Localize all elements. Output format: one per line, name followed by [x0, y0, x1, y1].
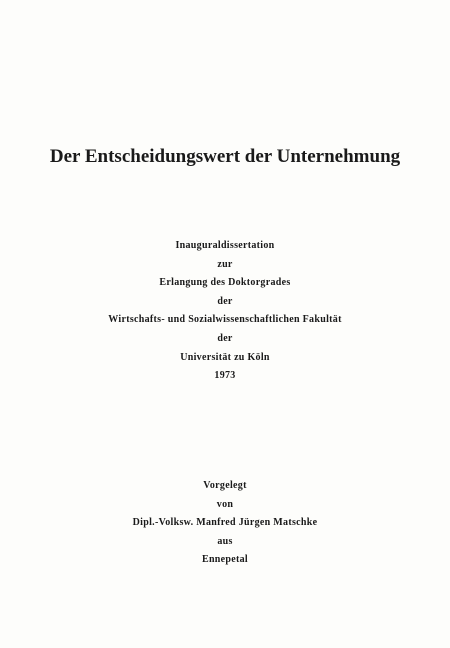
dissertation-line: der [217, 295, 233, 307]
author-line: von [216, 498, 234, 510]
author-hometown: Ennepetal [201, 554, 249, 566]
author-line: aus [217, 535, 233, 547]
dissertation-line: Wirtschafts- und Sozialwissenschaftlichen Fakultät [108, 314, 342, 326]
dissertation-statement [0, 237, 450, 386]
dissertation-line: Universität zu Köln [180, 351, 270, 363]
author-name: Dipl.-Volksw. Manfred Jürgen Matschke [132, 517, 318, 529]
dissertation-line: zur [217, 258, 233, 270]
document-title: Der Entscheidungswert der Unternehmung [49, 146, 401, 167]
author-statement [0, 477, 450, 570]
dissertation-line: Erlangung des Doktorgrades [159, 277, 291, 289]
dissertation-line: Inauguraldissertation [175, 240, 275, 251]
dissertation-year: 1973 [214, 370, 236, 382]
dissertation-line: der [217, 332, 233, 344]
author-line: Vorgelegt [203, 480, 247, 491]
